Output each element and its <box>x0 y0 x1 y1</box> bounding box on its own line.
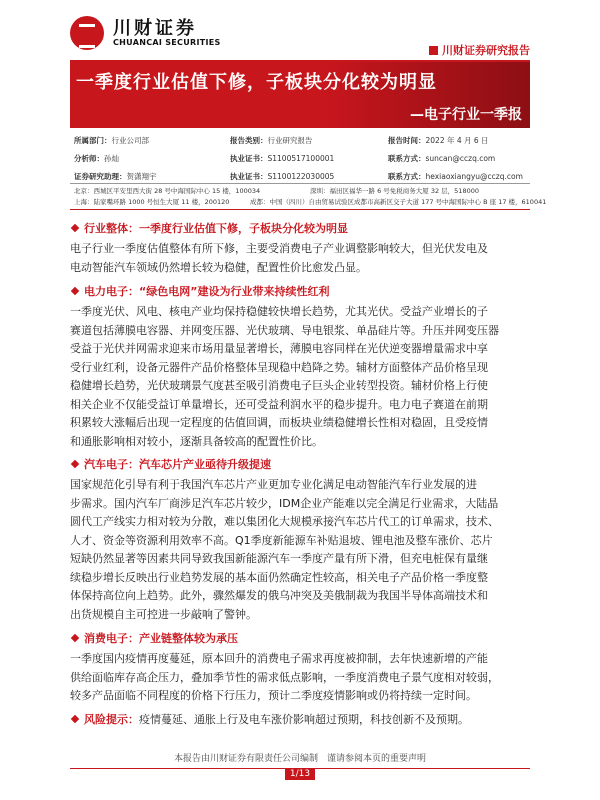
diamond-icon <box>71 715 79 723</box>
text-line: 赛道包括薄膜电容器、并网变压器、光伏玻璃、导电银浆、单晶硅片等。升压并网变压器 <box>70 323 499 337</box>
info-divider <box>70 183 530 184</box>
diamond-icon <box>71 287 79 295</box>
address-divider <box>70 209 530 210</box>
text-line: 一季度光伏、风电、核电产业均保持稳健较快增长趋势，尤其光伏。受益产业增长的子 <box>70 305 488 318</box>
text-line: 步需求。国内汽车厂商涉足汽车芯片较少，IDM企业产能难以完全满足行业需求，大陆晶 <box>70 496 499 510</box>
type-label: 报告类别： <box>230 136 268 145</box>
contact2-value[interactable]: hexiaoxiangyu@cczq.com <box>425 172 523 181</box>
report-brand <box>429 42 530 58</box>
paragraph-industry <box>70 240 530 277</box>
text-line: 短缺仍然显著等因素共同导致我国新能源汽车一季度产量有所下滑，但充电桩保有量继 <box>70 552 488 565</box>
address-shanghai: 上海：陆家嘴环路 1000 号恒生大厦 11 楼，200120 <box>74 198 230 206</box>
text-line: 电子行业一季度估值整体有所下修，主要受消费电子产业调整影响较大，但光伏发电及 <box>70 242 488 255</box>
paragraph-consumer <box>70 650 530 706</box>
dept-value: 行业公司部 <box>111 136 149 145</box>
text-line: 受益于光伏并网需求迎来市场用量显著增长，薄膜电容同样在光伏逆变器增量需求中享 <box>70 342 488 355</box>
section-heading <box>70 630 238 646</box>
section-title: 产业链整体较为承压 <box>139 632 238 645</box>
risk-key: 风险提示： <box>84 713 139 726</box>
title-band <box>70 62 530 128</box>
text-line: 圆代工产线实力相对较为分散，难以集团化大规模承接汽车芯片代工的订单需求，技术、 <box>70 515 499 528</box>
risk-notice <box>70 711 469 727</box>
text-line: 续稳步增长反映出行业趋势发展的基本面仍然确定性较高，相关电子产品价格一季度整 <box>70 570 488 584</box>
text-line: 一季度国内疫情再度蔓延，原本回升的消费电子需求再度被抑制，去年快速新增的产能 <box>70 652 488 665</box>
type-value: 行业研究报告 <box>267 136 313 145</box>
page-subtitle: —电子行业一季报 <box>410 107 522 123</box>
text-line: 人才、资金等资源利用效率不高。Q1季度新能源车补贴退坡、锂电池及整车涨价、芯片 <box>70 533 493 547</box>
license-value: S1100517100001 <box>267 154 335 163</box>
section-key: 行业整体： <box>84 222 139 235</box>
text-line: 供给面临库存高企压力，叠加季节性的需求低点影响，一季度消费电子景气度相对较弱， <box>70 670 499 684</box>
page-title: 一季度行业估值下修，子板块分化较为明显 <box>76 72 437 93</box>
page-number: 1/13 <box>285 768 315 780</box>
contact2-label: 联系方式： <box>388 172 426 181</box>
footer-disclaimer: 本报告由川财证券有限责任公司编制 谨请参阅本页的重要声明 <box>173 754 426 764</box>
logo-mark-icon <box>79 24 95 48</box>
section-heading <box>70 283 329 299</box>
text-line: 相关企业不仅能受益订单量增长，还可受益利润水平的稳步提升。电力电子赛道在前期 <box>70 397 488 411</box>
diamond-icon <box>71 460 79 468</box>
text-line: 和通胀影响相对较小，逐渐具备较高的配置性价比。 <box>70 434 323 448</box>
logo-text-en: CHUANCAI SECURITIES <box>113 38 221 47</box>
company-logo <box>70 16 104 50</box>
square-icon <box>429 46 438 55</box>
dept-label: 所属部门： <box>74 136 112 145</box>
diamond-icon <box>71 634 79 642</box>
contact-value[interactable]: suncan@cczq.com <box>425 154 496 163</box>
text-line: 积累较大涨幅后出现一定程度的估值回调，而板块业绩稳健增长性相对稳固，且受疫情 <box>70 416 488 429</box>
risk-text: 疫情蔓延、通胀上行及电车涨价影响超过预期，科技创新不及预期。 <box>139 713 469 726</box>
contact-label: 联系方式： <box>388 154 426 163</box>
section-key: 汽车电子： <box>84 458 139 471</box>
section-title: 一季度行业估值下修，子板块分化较为明显 <box>139 222 348 235</box>
text-line: 较多产品面临不同程度的价格下行压力，预计二季度疫情影响或仍将持续一定时间。 <box>70 689 477 702</box>
address-shenzhen: 深圳：福田区福华一路 6 号免税商务大厦 32 层，518000 <box>310 187 479 195</box>
section-key: 消费电子： <box>84 632 139 645</box>
date-value: 2022 年 4 月 6 日 <box>425 136 489 145</box>
diamond-icon <box>71 224 79 232</box>
analyst-value: 孙灿 <box>104 154 119 163</box>
text-line: 电动智能汽车领域仍然增长较为稳健，配置性价比愈发凸显。 <box>70 260 367 274</box>
license2-label: 执业证书： <box>230 172 268 181</box>
text-line: 国家规范化引导有利于我国汽车芯片产业更加专业化满足电动智能汽车行业发展的进 <box>70 478 477 491</box>
logo-text-cn: 川财证券 <box>113 18 197 39</box>
section-title: 汽车芯片产业亟待升级提速 <box>139 458 271 471</box>
text-line: 出货规模自主可控进一步敲响了警钟。 <box>70 607 257 621</box>
paragraph-auto <box>70 476 530 624</box>
address-chengdu: 成都：中国（四川）自由贸易试验区成都市高新区交子大道 177 号中海国际中心 B 座 17 楼，610041 <box>250 198 547 206</box>
section-key: 电力电子： <box>84 285 139 298</box>
text-line: 稳健增长趋势，光伏玻璃景气度甚至吸引消费电子巨头企业转型投资。辅材价格上行使 <box>70 379 488 392</box>
date-label: 报告时间： <box>388 136 426 145</box>
section-title: “绿色电网”建设为行业带来持续性红利 <box>139 285 330 298</box>
address-beijing: 北京：西城区平安里西大街 28 号中海国际中心 15 楼，100034 <box>74 187 261 195</box>
text-line: 受行业红利，设备元器件产品价格整体呈现稳中趋降之势。辅材方面整体产品价格呈现 <box>70 360 488 374</box>
license2-value: S1100122030005 <box>267 172 335 181</box>
section-heading <box>70 456 271 472</box>
report-brand-label: 川财证券研究报告 <box>442 44 530 57</box>
assistant-value: 贺潇翔宇 <box>126 172 157 181</box>
license-label: 执业证书： <box>230 154 268 163</box>
assistant-label: 证券研究助理： <box>74 172 127 181</box>
analyst-label: 分析师： <box>74 154 104 163</box>
section-heading <box>70 220 348 236</box>
text-line: 体保持高位向上趋势。此外，骤然爆发的俄乌冲突及美俄制裁为我国半导体高端技术和 <box>70 589 488 602</box>
paragraph-power <box>70 303 530 451</box>
